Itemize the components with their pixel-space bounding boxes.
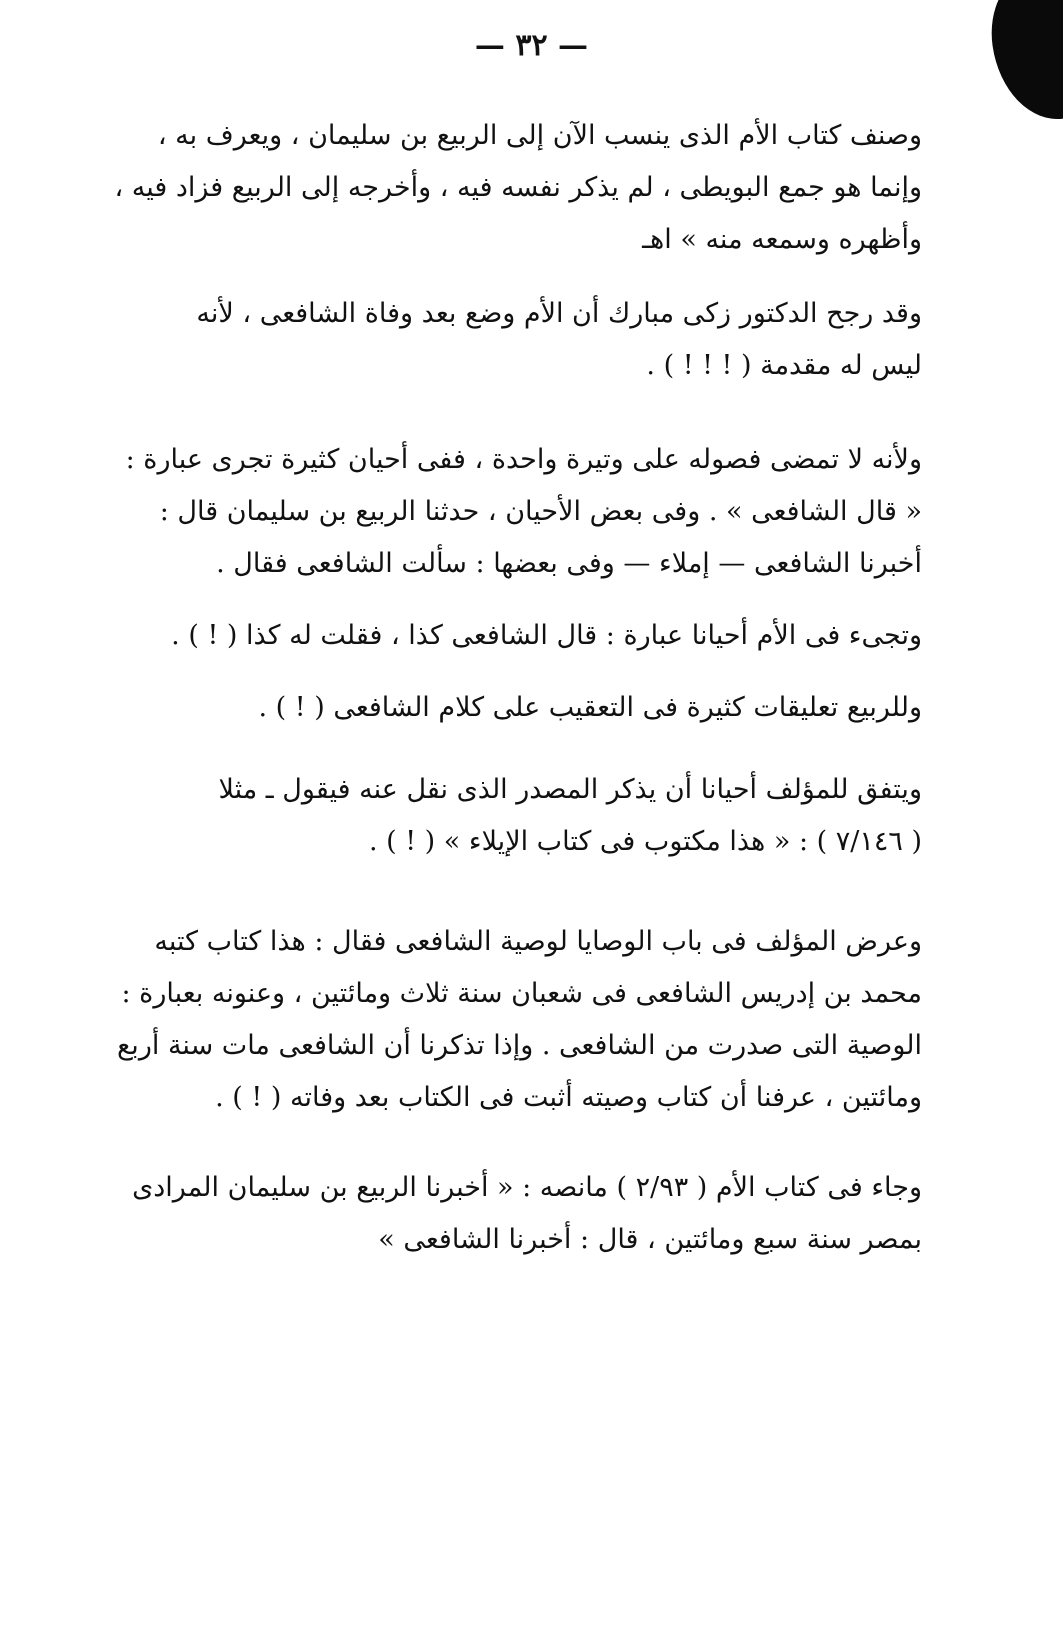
- text-line: وجاء فى كتاب الأم ( ٢/٩٣ ) مانصه : « أخبرنا الربيع بن سليمان المرادى: [132, 1172, 922, 1203]
- paragraph-4: [112, 610, 922, 662]
- text-line: وإنما هو جمع البويطى ، لم يذكر نفسه فيه ، وأخرجه إلى الربيع فزاد فيه ،: [114, 172, 922, 203]
- text-line: الوصية التى صدرت من الشافعى . وإذا تذكرنا أن الشافعى مات سنة أربع: [116, 1030, 922, 1061]
- text-line: ولأنه لا تمضى فصوله على وتيرة واحدة ، ففى أحيان كثيرة تجرى عبارة :: [125, 444, 922, 475]
- text-line: ليس له مقدمة ( ! ! ! ) .: [646, 350, 922, 381]
- paragraph-7: [112, 916, 922, 1124]
- text-line: ومائتين ، عرفنا أن كتاب وصيته أثبت فى الكتاب بعد وفاته ( ! ) .: [215, 1082, 922, 1113]
- text-line: وصنف كتاب الأم الذى ينسب الآن إلى الربيع بن سليمان ، ويعرف به ،: [157, 120, 922, 151]
- text-line: وقد رجح الدكتور زكى مبارك أن الأم وضع بعد وفاة الشافعى ، لأنه: [196, 298, 922, 329]
- text-line: وعرض المؤلف فى باب الوصايا لوصية الشافعى فقال : هذا كتاب كتبه: [154, 926, 922, 957]
- text-line: وأظهره وسمعه منه » اهـ: [642, 224, 922, 255]
- paragraph-8: [112, 1162, 922, 1266]
- text-line: محمد بن إدريس الشافعى فى شعبان سنة ثلاث ومائتين ، وعنونه بعبارة :: [121, 978, 922, 1009]
- paragraph-2: [112, 288, 922, 392]
- paragraph-5: [112, 682, 922, 734]
- text-line: وللربيع تعليقات كثيرة فى التعقيب على كلام الشافعى ( ! ) .: [258, 692, 922, 723]
- text-line: « قال الشافعى » . وفى بعض الأحيان ، حدثنا الربيع بن سليمان قال :: [159, 496, 922, 527]
- text-line: ويتفق للمؤلف أحيانا أن يذكر المصدر الذى نقل عنه فيقول ـ مثلا: [218, 774, 922, 805]
- page-body: [112, 110, 922, 1266]
- text-line: ( ٧/١٤٦ ) : « هذا مكتوب فى كتاب الإيلاء » ( ! ) .: [368, 826, 922, 857]
- text-line: بمصر سنة سبع ومائتين ، قال : أخبرنا الشافعى »: [378, 1224, 922, 1255]
- paragraph-6: [112, 764, 922, 868]
- paragraph-1: [112, 110, 922, 266]
- paragraph-3: [112, 434, 922, 590]
- page-number: — ٣٢ —: [474, 28, 589, 63]
- scan-edge-shadow: [983, 0, 1063, 127]
- text-line: وتجىء فى الأم أحيانا عبارة : قال الشافعى كذا ، فقلت له كذا ( ! ) .: [171, 620, 922, 651]
- text-line: أخبرنا الشافعى — إملاء — وفى بعضها : سألت الشافعى فقال .: [216, 548, 922, 579]
